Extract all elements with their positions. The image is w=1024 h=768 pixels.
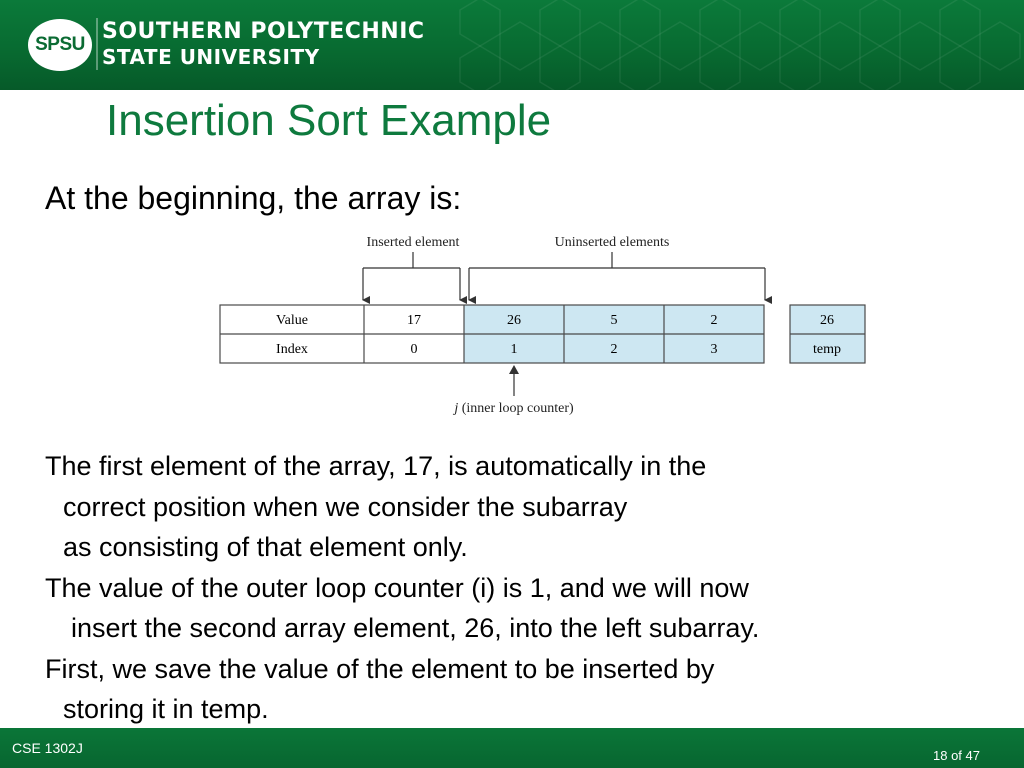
value-cell: 5 xyxy=(610,313,618,328)
logo-divider xyxy=(96,18,98,70)
inserted-bracket xyxy=(363,252,460,300)
footer-bar xyxy=(0,728,1024,768)
value-cell: 2 xyxy=(710,313,718,328)
paragraph-save-temp xyxy=(45,649,1005,730)
paragraph-line: First, we save the value of the element to be inserted by xyxy=(45,653,715,684)
body-text xyxy=(45,446,1005,730)
temp-label-cell: temp xyxy=(813,342,841,357)
value-cell: 26 xyxy=(507,313,521,328)
temp-value-cell: 26 xyxy=(820,313,834,328)
pointer-description: (inner loop counter) xyxy=(458,401,574,416)
paragraph-continuation: insert the second array element, 26, into the left subarray. xyxy=(71,613,760,643)
value-row-label: Value xyxy=(276,313,308,328)
uninserted-elements-label: Uninserted elements xyxy=(554,235,670,250)
slide-title: Insertion Sort Example xyxy=(106,96,552,145)
paragraph-line: The first element of the array, 17, is automatically in the xyxy=(45,451,707,481)
index-cell: 0 xyxy=(410,342,418,357)
university-name-line1: SOUTHERN POLYTECHNIC xyxy=(102,19,425,44)
index-cell: 2 xyxy=(610,342,618,357)
temp-table xyxy=(790,305,865,363)
array-diagram xyxy=(210,228,890,428)
inserted-element-label: Inserted element xyxy=(366,235,460,250)
index-cell: 3 xyxy=(710,342,718,357)
array-table xyxy=(220,305,764,363)
university-logo xyxy=(28,19,92,71)
course-code: CSE 1302J xyxy=(12,740,83,756)
page-number: 18 of 47 xyxy=(933,748,980,763)
paragraph-first-element xyxy=(45,446,1005,568)
pointer-variable: j xyxy=(454,401,459,416)
uninserted-bracket xyxy=(469,252,765,300)
pointer-label xyxy=(452,401,574,416)
value-cell: 17 xyxy=(407,313,421,328)
inner-loop-pointer xyxy=(452,365,574,416)
index-cell: 1 xyxy=(510,342,518,357)
index-row-label: Index xyxy=(276,342,308,357)
university-name-line2: STATE UNIVERSITY xyxy=(102,45,320,69)
paragraph-continuation: storing it in temp. xyxy=(63,694,269,724)
logo-text: SPSU xyxy=(35,34,85,55)
intro-text: At the beginning, the array is: xyxy=(45,180,462,216)
paragraph-continuation: correct position when we consider the subarray as consisting of that element only. xyxy=(63,491,628,562)
paragraph-line: The value of the outer loop counter (i) is 1, and we will now xyxy=(45,572,749,603)
header-banner xyxy=(0,0,1024,90)
paragraph-outer-loop xyxy=(45,568,1005,649)
